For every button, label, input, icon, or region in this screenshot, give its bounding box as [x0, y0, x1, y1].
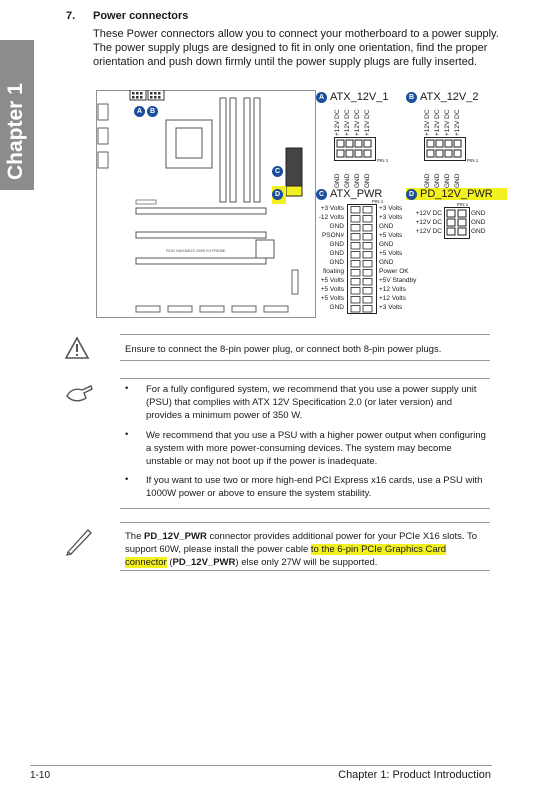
atx12v1-pin-label: GND	[364, 173, 371, 188]
atx12v2-title: B ATX_12V_2	[406, 91, 479, 103]
marker-d-icon: D	[406, 189, 417, 200]
note-top-rule	[120, 522, 490, 523]
atx12v2-pin-label: +12V DC	[454, 109, 461, 136]
atx12v2-pin-label: +12V DC	[434, 109, 441, 136]
atxpwr-pin-label: GND	[379, 223, 394, 230]
atxpwr-pin	[363, 306, 372, 313]
atxpwr-pin-label: floating	[323, 268, 344, 275]
footer-chapter-title: Chapter 1: Product Introduction	[338, 769, 491, 781]
atx12v1-connector	[334, 137, 376, 161]
caution-bottom-rule	[120, 360, 490, 361]
atxpwr-title: C ATX_PWR	[316, 188, 382, 200]
atxpwr-pin-label: +5 Volts	[379, 232, 403, 239]
bullet-dot: •	[125, 429, 129, 440]
atxpwr-pin-label: GND	[379, 241, 394, 248]
pd12v-pin-label: +12V DC	[415, 228, 442, 235]
caution-text: Ensure to connect the 8-pin power plug, or connect both 8-pin power plugs.	[125, 344, 442, 355]
chapter-side-tab	[0, 40, 34, 190]
atxpwr-pin	[351, 306, 360, 313]
caution-top-rule	[120, 334, 490, 335]
atxpwr-pin	[351, 252, 360, 259]
atxpwr-pin	[351, 297, 360, 304]
note-bottom-rule	[120, 570, 490, 571]
atxpwr-pin	[363, 207, 372, 214]
hand-pointer-icon	[64, 382, 94, 409]
atx12v2-pin-label: GND	[444, 173, 451, 188]
board-marker-a: A	[134, 103, 148, 121]
tips-list-text: For a fully configured system, we recommend that you use a power supply unit (PSU) that complies with ATX 12V Specification 2.0 (or later version) and provides a minimum power of 350 W.	[146, 384, 477, 421]
atx12v1-pin-label: +12V DC	[364, 109, 371, 136]
atxpwr-pin-label: PSON#	[321, 232, 344, 239]
atxpwr-pin	[351, 225, 360, 232]
bullet-dot: •	[125, 383, 129, 394]
atxpwr-pin-label: -12 Volts	[318, 214, 344, 221]
page-number: 1-10	[30, 770, 51, 781]
chapter-tab-label: Chapter 1	[4, 83, 27, 180]
atx12v2-pin-label: +12V DC	[444, 109, 451, 136]
board-marker-b: B	[147, 103, 161, 121]
atx12v1-title: A ATX_12V_1	[316, 91, 389, 103]
atxpwr-pin	[363, 216, 372, 223]
pd12v-left-pins	[404, 209, 442, 236]
pd12v-connector	[444, 207, 470, 239]
atxpwr-pin-label: +12 Volts	[379, 295, 406, 302]
atxpwr-pin	[363, 243, 372, 250]
section-number: 7.	[66, 10, 76, 22]
pd12v-pin1: PIN 1	[457, 202, 469, 207]
atxpwr-pin	[351, 270, 360, 277]
board-marker-d: D	[272, 186, 286, 204]
pd12v-title: D PD_12V_PWR	[406, 188, 507, 200]
pd12v-pin-label: GND	[471, 219, 486, 226]
section-title: Power connectors	[93, 10, 189, 22]
atx12v2-connector	[424, 137, 466, 161]
atxpwr-pin-label: GND	[329, 304, 344, 311]
atxpwr-pin	[351, 288, 360, 295]
atx12v2-pin-label: GND	[434, 173, 441, 188]
atxpwr-pin-label: GND	[379, 259, 394, 266]
atxpwr-pin	[351, 243, 360, 250]
atxpwr-pin-label: GND	[329, 259, 344, 266]
atxpwr-pin	[351, 261, 360, 268]
atxpwr-pin-label: +3 Volts	[320, 205, 344, 212]
motherboard-outline	[96, 90, 316, 318]
atxpwr-pin-label: +5V Standby	[379, 277, 417, 284]
atx12v2-pin-label: GND	[424, 173, 431, 188]
atx12v1-pin-label: GND	[344, 173, 351, 188]
atxpwr-pin	[363, 279, 372, 286]
pd12v-pin-label: GND	[471, 228, 486, 235]
atxpwr-pin	[363, 234, 372, 241]
bullet-dot: •	[125, 474, 129, 485]
atxpwr-pin	[351, 207, 360, 214]
atxpwr-pin-label: +5 Volts	[320, 286, 344, 293]
atx12v1-pin1: PIN 1	[377, 158, 389, 163]
atxpwr-pin-label: +5 Volts	[379, 250, 403, 257]
atxpwr-pin-label: +3 Volts	[379, 205, 403, 212]
pd12v-pin-label: +12V DC	[415, 219, 442, 226]
atxpwr-pin-label: +12 Volts	[379, 286, 406, 293]
atxpwr-pin-label: +3 Volts	[379, 214, 403, 221]
warning-triangle-icon	[64, 336, 90, 365]
atx12v2-labels	[424, 104, 470, 136]
marker-a-icon: A	[316, 92, 327, 103]
atxpwr-pin-label: GND	[329, 223, 344, 230]
marker-b-icon: B	[406, 92, 417, 103]
atx12v1-labels	[334, 104, 380, 136]
section-intro: These Power connectors allow you to connect your motherboard to a power supply. The power supply plugs are designed to fit in only one orientation, find the proper orientation and push down firmly until the power supply plugs are fully inserted.	[93, 28, 499, 68]
atxpwr-pin	[363, 297, 372, 304]
board-marker-c: C	[272, 163, 286, 181]
marker-c-icon: C	[316, 189, 327, 200]
atxpwr-pin	[363, 261, 372, 268]
tips-list-text: If you want to use two or more high-end PCI Express x16 cards, use a PSU with 1000W power or above to ensure the system stability.	[146, 475, 483, 499]
motherboard-diagram	[96, 90, 316, 318]
atx12v1-pin-label: +12V DC	[354, 109, 361, 136]
atx12v1-pin-label: +12V DC	[334, 109, 341, 136]
atx12v2-gnd-labels	[424, 162, 470, 188]
atx12v1-pin-label: +12V DC	[344, 109, 351, 136]
footer-rule	[30, 765, 492, 766]
pen-note-icon	[64, 526, 94, 561]
atxpwr-connector	[347, 204, 377, 314]
atx12v2-pin1: PIN 1	[467, 158, 479, 163]
atx12v2-pin-label: +12V DC	[424, 109, 431, 136]
atxpwr-left-pins	[300, 204, 344, 312]
atx12v1-gnd-labels	[334, 162, 380, 188]
atxpwr-pin-label: GND	[329, 250, 344, 257]
atxpwr-pin	[363, 225, 372, 232]
atx12v2-pin-label: GND	[454, 173, 461, 188]
atxpwr-pin-label: +3 Volts	[379, 304, 403, 311]
atxpwr-pin	[363, 270, 372, 277]
atx12v1-pin-label: GND	[334, 173, 341, 188]
tips-list-text: We recommend that you use a PSU with a higher power output when configuring a system with more power-consuming devices. The system may become unstable or may not boot up if the power is inadequate.	[146, 430, 486, 467]
pd12v-pin-label: +12V DC	[415, 210, 442, 217]
board-model-text: ROG MAXIMUS Z690 EXTREME	[166, 248, 226, 253]
atxpwr-pin-label: GND	[329, 241, 344, 248]
atxpwr-pin-label: +5 Volts	[320, 277, 344, 284]
note-text: The PD_12V_PWR connector provides additional power for your PCIe X16 slots. To support 60W, please install the power cable to the 6-pin PCIe Graphics Card connector (PD_12V_PWR) else only 27W will be supported.	[125, 531, 478, 568]
atxpwr-pin-label: +5 Volts	[320, 295, 344, 302]
atxpwr-pin	[351, 216, 360, 223]
atxpwr-pin	[363, 252, 372, 259]
atx12v1-pin-label: GND	[354, 173, 361, 188]
tips-bottom-rule	[120, 508, 490, 509]
pd12v-right-pins	[471, 209, 501, 236]
note-highlight: to the 6-pin PCIe Graphics Card connector	[125, 544, 447, 568]
atxpwr-pin	[351, 234, 360, 241]
pd12v-pin-label: GND	[471, 210, 486, 217]
atxpwr-pin-label: Power OK	[379, 268, 409, 275]
atxpwr-pin	[363, 288, 372, 295]
atxpwr-pin1: PIN 1	[372, 199, 384, 204]
tips-top-rule	[120, 378, 490, 379]
atxpwr-pin	[351, 279, 360, 286]
